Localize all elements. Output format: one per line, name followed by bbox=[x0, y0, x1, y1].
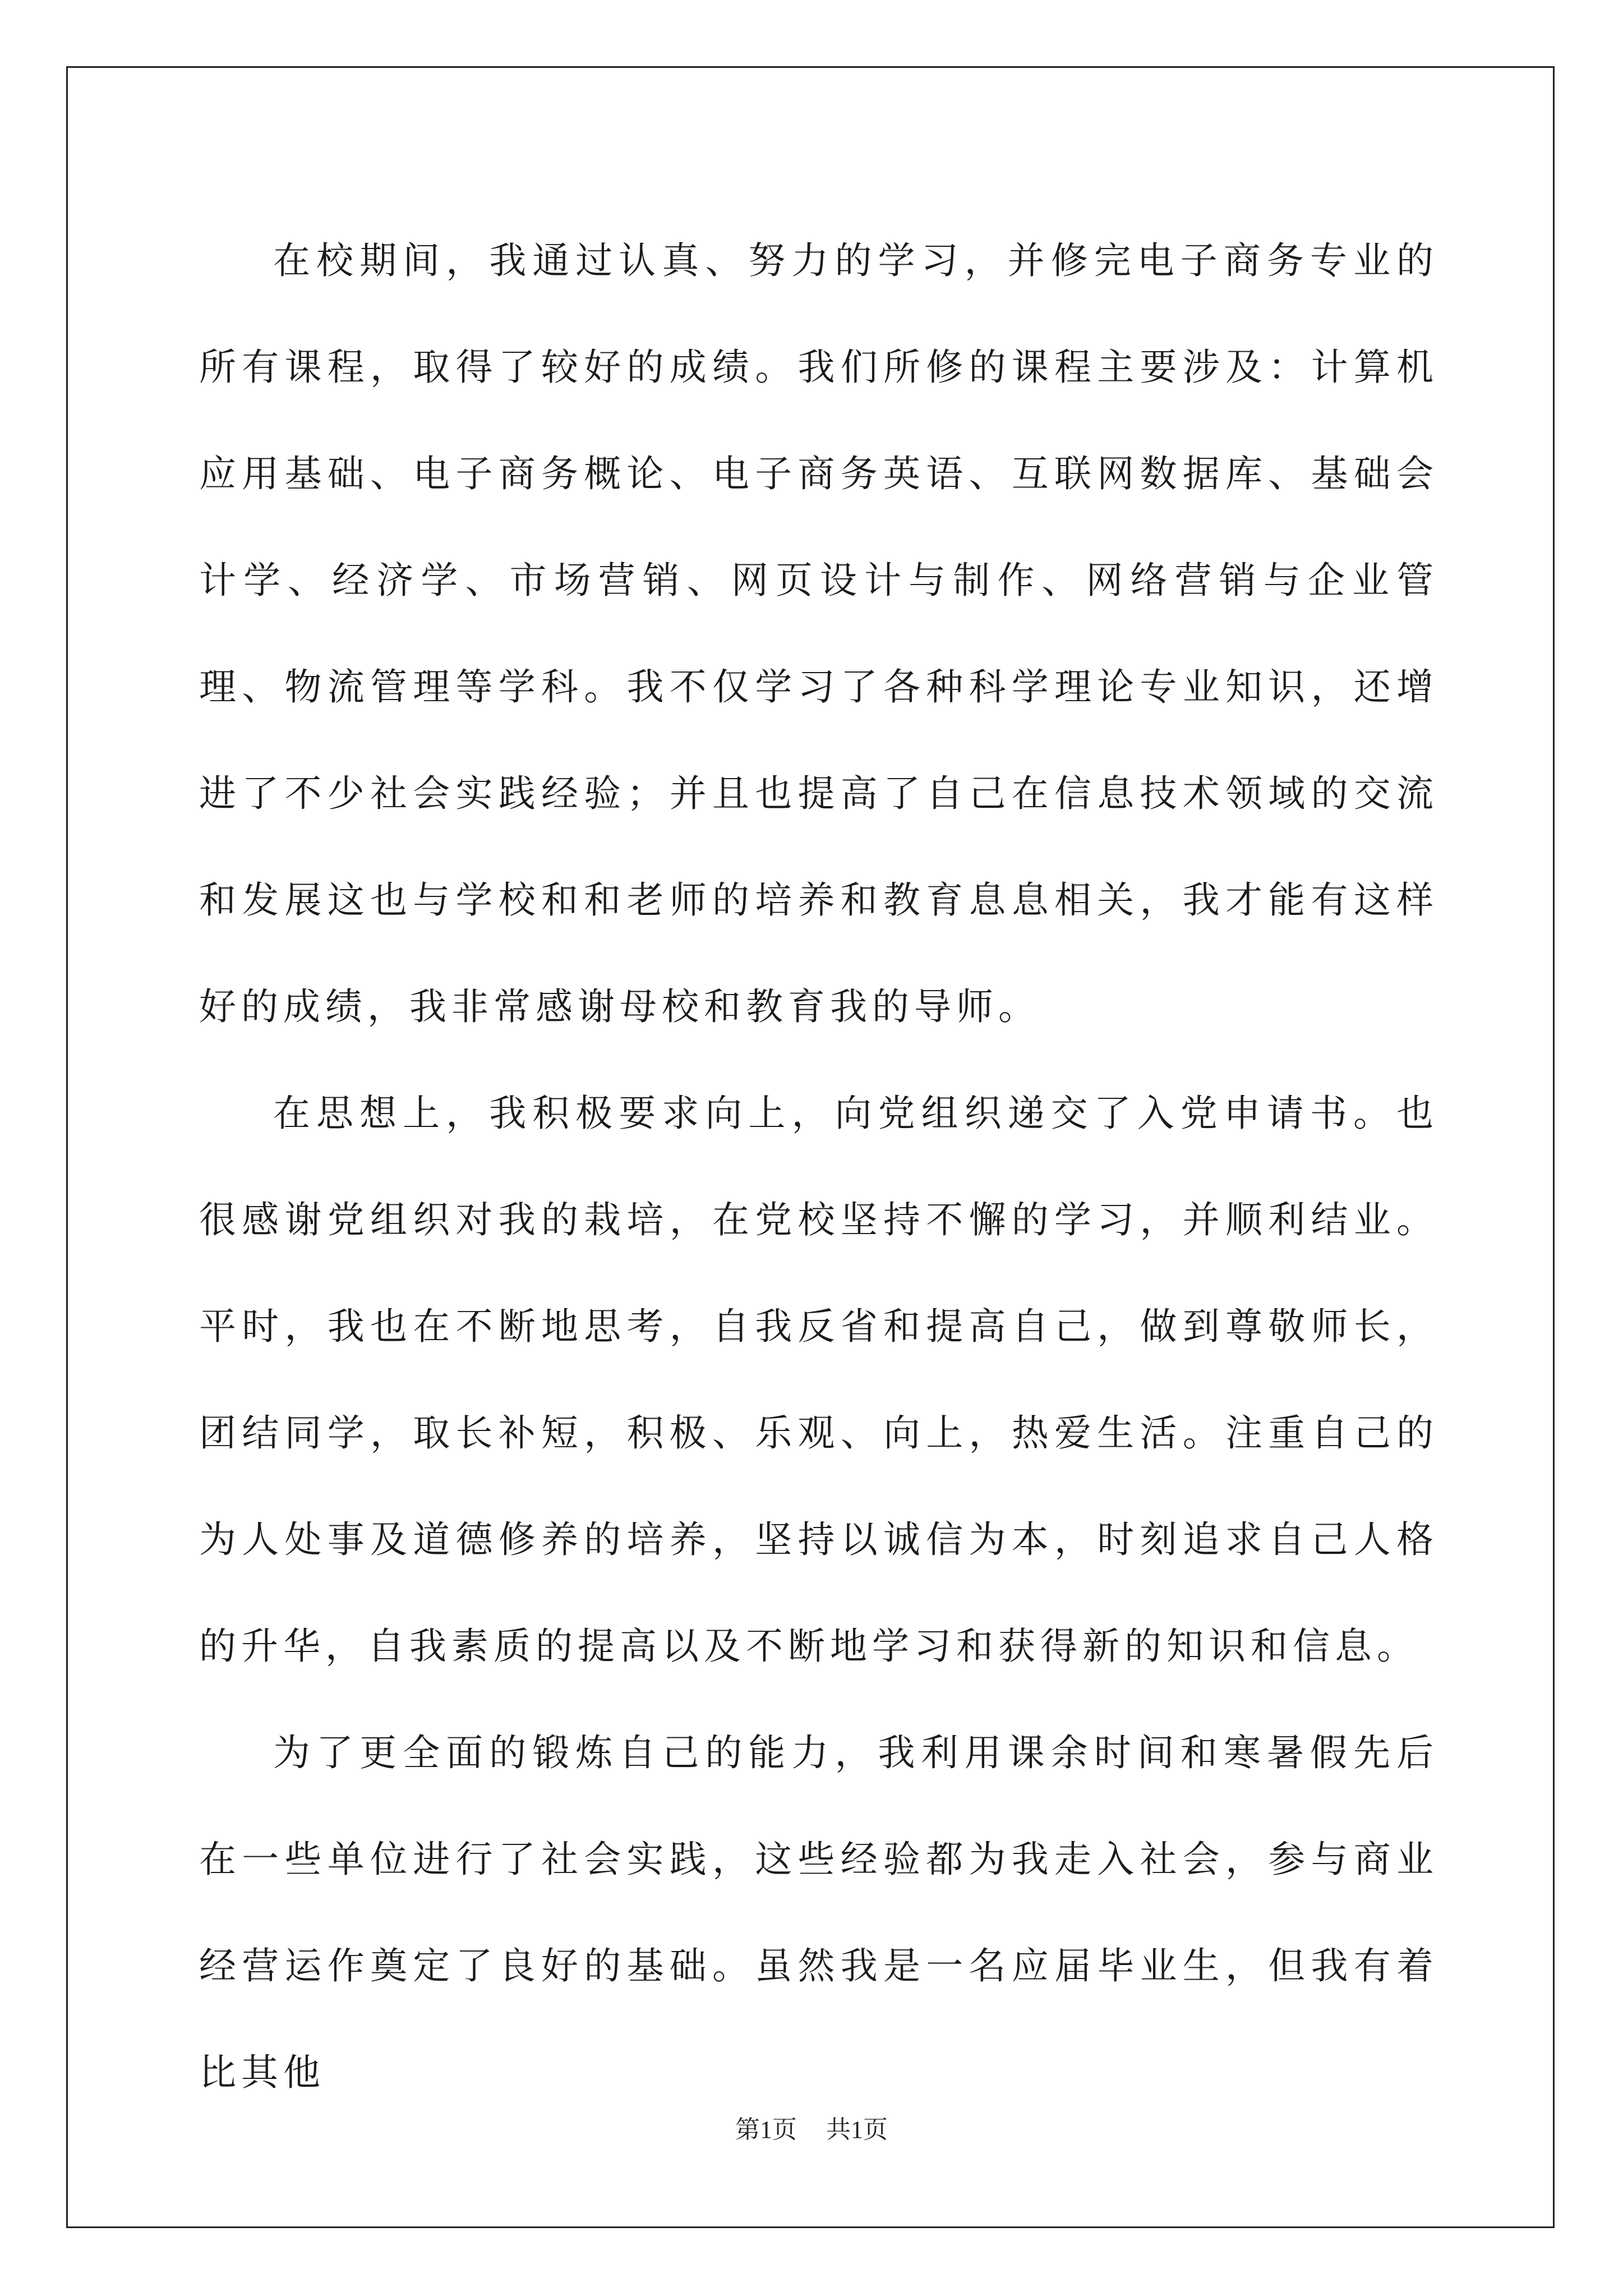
document-body bbox=[199, 208, 1438, 2126]
page-footer bbox=[0, 2109, 1623, 2145]
paragraph-thought: 在思想上，我积极要求向上，向党组织递交了入党申请书。也很感谢党组织对我的栽培，在党校坚持不懈的学习，并顺利结业。平时，我也在不断地思考，自我反省和提高自己，做到尊敬师长，团结同学，取长补短，积极、乐观、向上，热爱生活。注重自己的为人处事及道德修养的培养，坚持以诚信为本，时刻追求自己人格的升华，自我素质的提高以及不断地学习和获得新的知识和信息。 bbox=[199, 1092, 1438, 1668]
page-total: 共1页 bbox=[826, 2116, 888, 2143]
paragraph-practice: 为了更全面的锻炼自己的能力，我利用课余时间和寒暑假先后在一些单位进行了社会实践，这些经验都为我走入社会，参与商业经营运作奠定了良好的基础。虽然我是一名应届毕业生，但我有着比其他 bbox=[199, 1731, 1438, 2094]
page-number: 第1页 bbox=[735, 2116, 797, 2143]
paragraph-study: 在校期间，我通过认真、努力的学习，并修完电子商务专业的所有课程，取得了较好的成绩。我们所修的课程主要涉及：计算机应用基础、电子商务概论、电子商务英语、互联网数据库、基础会计学、经济学、市场营销、网页设计与制作、网络营销与企业管理、物流管理等学科。我不仅学习了各种科学理论专业知识，还增进了不少社会实践经验；并且也提高了自己在信息技术领域的交流和发展这也与学校和和老师的培养和教育息息相关，我才能有这样好的成绩，我非常感谢母校和教育我的导师。 bbox=[199, 239, 1438, 1028]
